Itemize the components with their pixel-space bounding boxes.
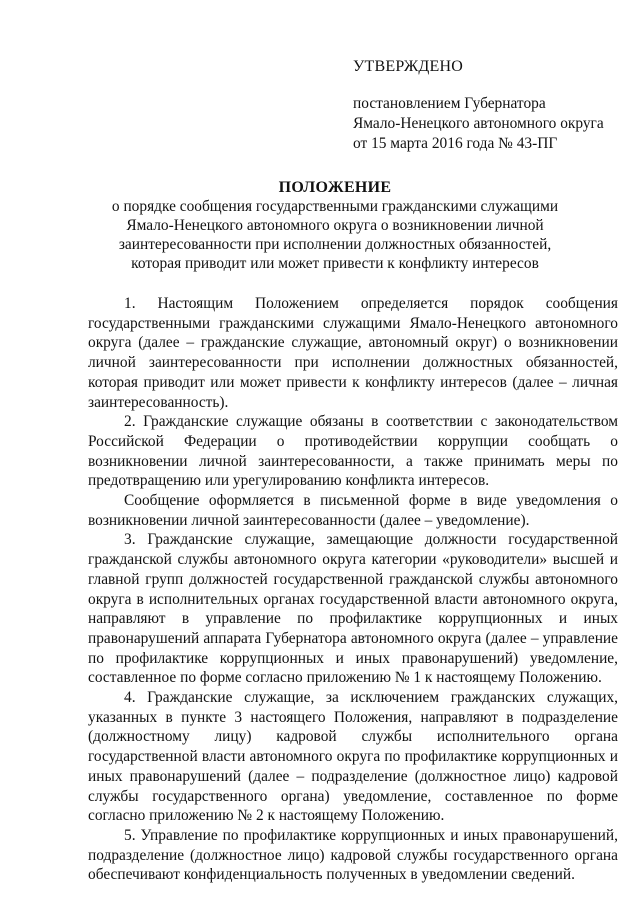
paragraph-5: 5. Управление по профилактике коррупционных и иных правонарушений, подразделение (должностное лицо) кадровой службы государственного органа обеспечивают конфиденциальность полученных в уведомлении сведений. [88, 826, 618, 884]
approval-line: Ямало-Ненецкого автономного округа [353, 115, 604, 132]
document-subtitle-line: заинтересованности при исполнении должностных обязанностей, [118, 236, 552, 253]
document-title: ПОЛОЖЕНИЕ [278, 179, 392, 196]
paragraph-1: 1. Настоящим Положением определяется порядок сообщения государственными гражданскими служащими Ямало-Ненецкого автономного округа (далее – гражданские служащие, автономный округ) о возникновении личной заинтересованности при исполнении должностных обязанностей, которая приводит или может привести к конфликту интересов (далее – личная заинтересованность). [88, 295, 618, 411]
approval-stamp [353, 57, 623, 154]
approval-line: постановлением Губернатора [353, 95, 546, 112]
paragraph-2-note: Сообщение оформляется в письменной форме в виде уведомления о возникновении личной заинтересованности (далее – уведомление). [88, 492, 618, 529]
paragraph-2: 2. Гражданские служащие обязаны в соответствии с законодательством Российской Федерации о противодействии коррупции сообщать о возникновении личной заинтересованности, а также принимать меры по предотвращению или урегулированию конфликта интересов. [88, 413, 618, 490]
approval-line: от 15 марта 2016 года № 43-ПГ [353, 135, 558, 152]
document-subtitle-line: о порядке сообщения государственными гражданскими служащими [111, 198, 559, 215]
document-subtitle-line: Ямало-Ненецкого автономного округа о возникновении личной [126, 217, 544, 234]
document-subtitle-line: которая приводит или может привести к конфликту интересов [131, 255, 539, 272]
approved-label: УТВЕРЖДЕНО [353, 58, 464, 75]
paragraph-4: 4. Гражданские служащие, за исключением гражданских служащих, указанных в пункте 3 настоящего Положения, направляют в подразделение (должностному лицу) кадровой службы исполнительного органа государственной власти автономного округа по профилактике коррупционных и иных правонарушений (далее – подразделение (должностное лицо) кадровой службы государственного органа) уведомление, составленное по форме согласно приложению № 2 к настоящему Положению. [88, 689, 618, 825]
paragraph-3: 3. Гражданские служащие, замещающие должности государственной гражданской службы автономного округа категории «руководители» высшей и главной групп должностей государственной гражданской службы автономного округа в исполнительных органах государственной власти автономного округа, направляют в управление по профилактике коррупционных и иных правонарушений аппарата Губернатора автономного округа (далее – управление по профилактике коррупционных и иных правонарушений) уведомление, составленное по форме согласно приложению № 1 к настоящему Положению. [88, 531, 618, 687]
document-body [88, 294, 618, 885]
document-heading [85, 178, 585, 273]
